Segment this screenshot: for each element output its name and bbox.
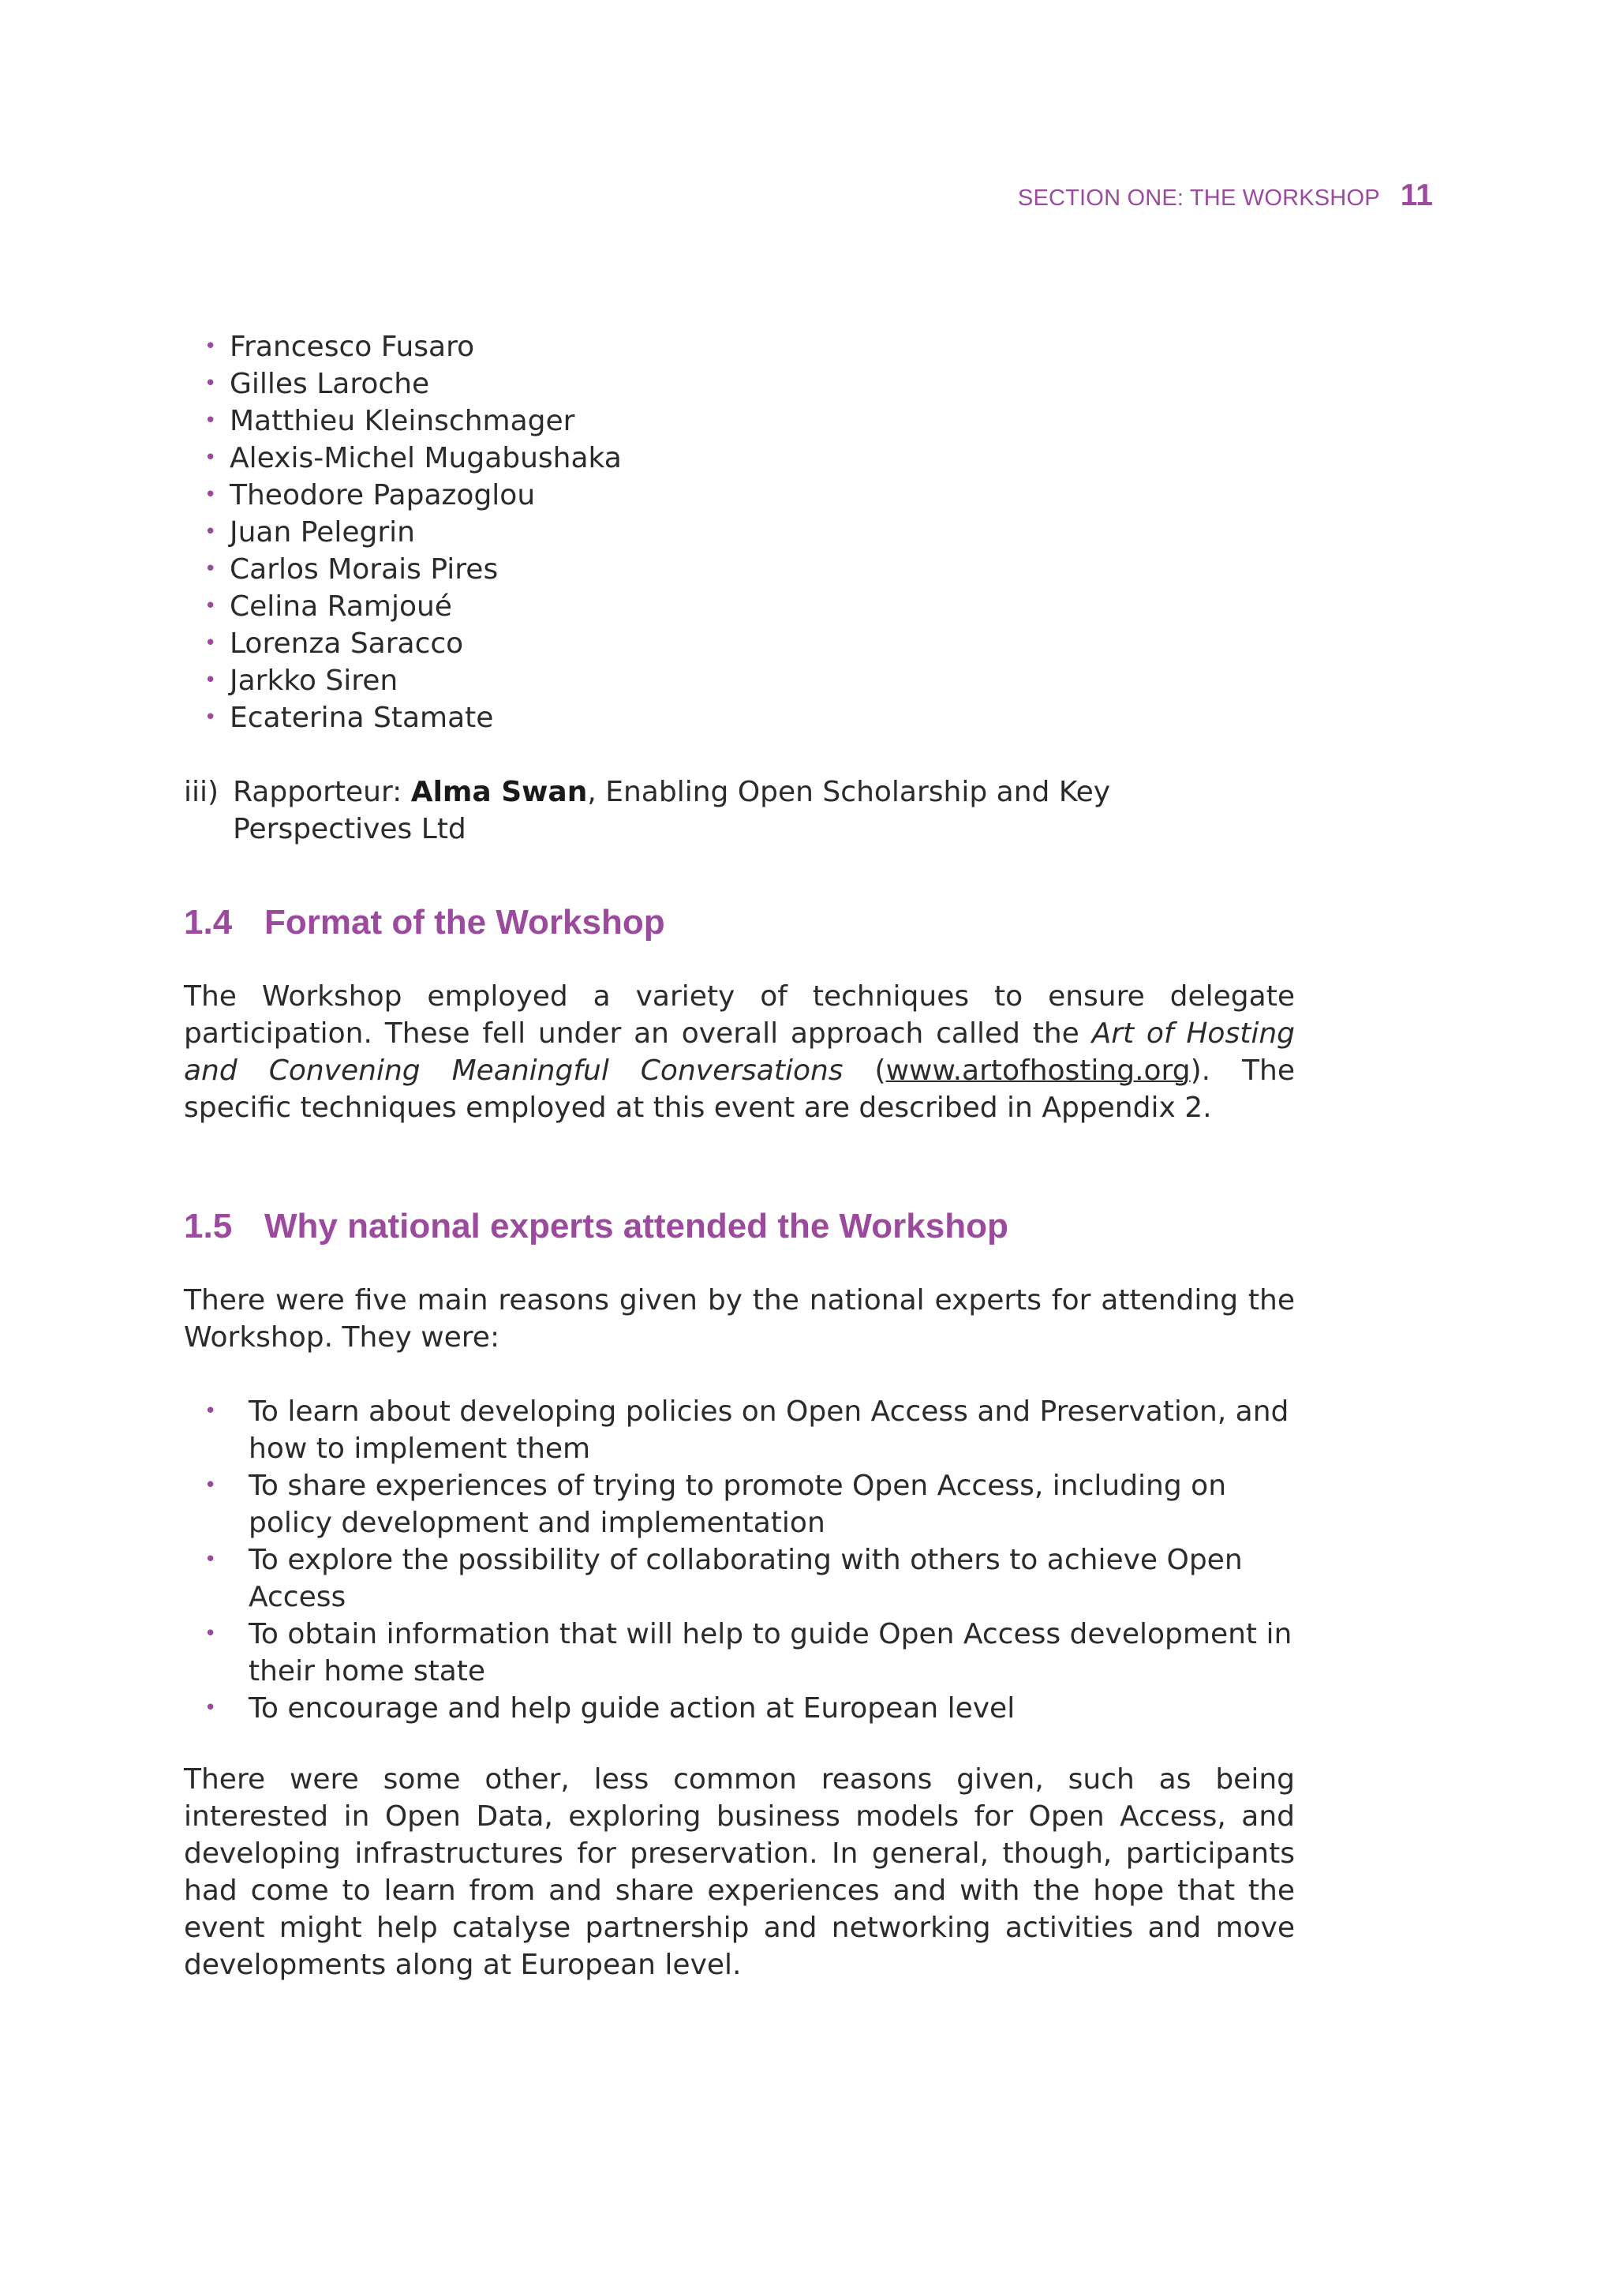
list-item: • Juan Pelegrin xyxy=(230,514,1295,551)
section-number: 1.4 xyxy=(184,903,233,942)
bullet-icon: • xyxy=(204,1548,217,1571)
bullet-icon: • xyxy=(204,1696,217,1720)
list-item: • Lorenza Saracco xyxy=(230,625,1295,662)
bullet-icon: • xyxy=(204,669,217,692)
bullet-icon: • xyxy=(204,446,217,470)
reasons-intro: There were five main reasons given by the national experts for attending the Workshop. They were: xyxy=(184,1284,1295,1354)
bullet-icon: • xyxy=(204,1622,217,1646)
rapporteur-text: Rapporteur: Alma Swan, Enabling Open Scholarship and Key Perspectives Ltd xyxy=(233,776,1111,845)
page-number: 11 xyxy=(1400,178,1433,212)
bullet-icon: • xyxy=(204,335,217,358)
section-title: SECTION ONE: THE WORKSHOP xyxy=(1017,185,1380,211)
list-item: • Matthieu Kleinschmager xyxy=(230,403,1295,440)
italic-title: Art of Hosting and Convening Meaningful Conversations xyxy=(184,1017,1295,1087)
section-number: 1.5 xyxy=(184,1207,233,1245)
list-item: • To explore the possibility of collaborating with others to achieve Open Access xyxy=(249,1541,1298,1616)
list-item: • To learn about developing policies on Open Access and Preservation, and how to implement them xyxy=(249,1393,1298,1467)
bullet-icon: • xyxy=(204,409,217,433)
reasons-list xyxy=(184,1393,1298,1727)
bullet-icon: • xyxy=(204,706,217,729)
list-item: • To obtain information that will help to guide Open Access development in their home state xyxy=(249,1616,1298,1690)
list-item: • Theodore Papazoglou xyxy=(230,477,1295,514)
bullet-icon: • xyxy=(204,372,217,395)
bullet-icon: • xyxy=(204,1399,217,1423)
list-item: • Gilles Laroche xyxy=(230,365,1295,403)
list-item: • Francesco Fusaro xyxy=(230,328,1295,365)
rapporteur-name: Alma Swan xyxy=(410,776,588,808)
list-item: • To share experiences of trying to promote Open Access, including on policy development and implementation xyxy=(249,1467,1298,1541)
closing-paragraph: There were some other, less common reasons given, such as being interested in Open Data, exploring business models for Open Access, and developing infrastructures for preservation. In general, though, participants had come to learn from and share experiences and with the hope that the event might help catalyse partnership and networking activities and move developments along at European level. xyxy=(184,1763,1295,1981)
participant-list xyxy=(184,328,1295,736)
bullet-icon: • xyxy=(204,631,217,655)
list-numeral: iii) xyxy=(184,776,219,808)
list-item: • Jarkko Siren xyxy=(230,662,1295,699)
list-item: • Celina Ramjoué xyxy=(230,588,1295,625)
list-item: • Carlos Morais Pires xyxy=(230,551,1295,588)
section-heading-text: Why national experts attended the Workshop xyxy=(264,1207,1008,1245)
bullet-icon: • xyxy=(204,520,217,544)
section-heading-1-4 xyxy=(184,901,1295,944)
list-item: • Alexis-Michel Mugabushaka xyxy=(230,440,1295,477)
rapporteur-line xyxy=(184,773,1295,848)
list-item: • Ecaterina Stamate xyxy=(230,699,1295,736)
bullet-icon: • xyxy=(204,557,217,581)
bullet-icon: • xyxy=(204,483,217,507)
section-heading-text: Format of the Workshop xyxy=(264,903,665,942)
running-header xyxy=(1018,178,1433,213)
artofhosting-link[interactable]: www.artofhosting.org xyxy=(885,1054,1191,1087)
section-heading-1-5 xyxy=(184,1205,1295,1248)
bullet-icon: • xyxy=(204,594,217,618)
format-paragraph: The Workshop employed a variety of techniques to ensure delegate participation. These fell under an overall approach called the Art of Hosting and Convening Meaningful Conversations (www.artofhosting.org). The specific techniques employed at this event are described in Appendix 2. xyxy=(184,980,1295,1124)
list-item: • To encourage and help guide action at European level xyxy=(249,1690,1298,1727)
page-content xyxy=(184,328,1295,1983)
bullet-icon: • xyxy=(204,1474,217,1497)
